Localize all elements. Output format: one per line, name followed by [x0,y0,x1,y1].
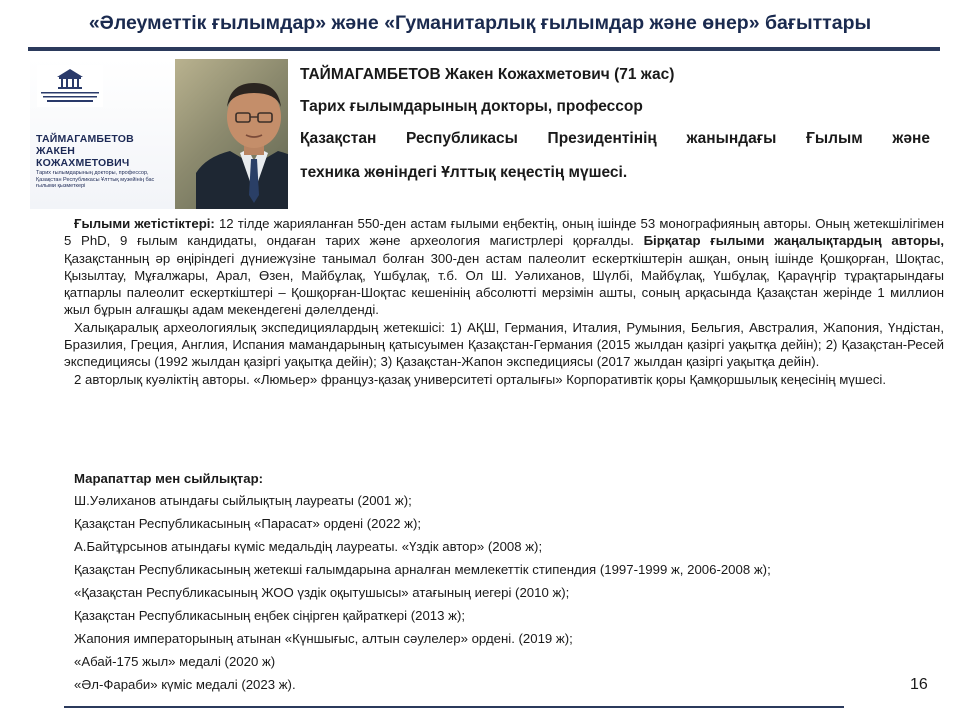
certificates-paragraph: 2 авторлық куәліктің авторы. «Люмьер» француз-қазақ университеті орталығы» Корпоративтік қоры Қамқоршылық кеңесінің мүшесі. [74,371,887,387]
award-item: «Қазақстан Республикасының ЖОО үздік оқытушысы» атағының иегері (2010 ж); [74,585,570,600]
award-item: «Абай-175 жыл» медалі (2020 ж) [74,654,276,669]
top-divider [28,47,940,51]
bio-text [64,215,944,388]
person-degree: Тарих ғылымдарының докторы, профессор [300,98,643,115]
award-item: Қазақстан Республикасының еңбек сіңірген қайраткері (2013 ж); [74,608,466,623]
person-photo [196,73,288,209]
person-name: ТАЙМАГАМБЕТОВ Жакен Кожахметович (71 жас) [300,66,675,83]
award-item: Жапония императорының атынан «Күншығыс, алтын сәулелер» ордені. (2019 ж); [74,631,573,646]
award-item: Қазақстан Республикасының «Парасат» ордені (2022 ж); [74,516,422,531]
awards-list [74,470,944,699]
awards-title: Марапаттар мен сыйлықтар: [74,471,264,486]
achievements-paragraph: Ғылыми жетістіктері: 12 тілде жарияланған 550-ден астам ғылыми еңбектің, оның ішінде 53 монографияның авторы. Оның жетекшілігімен 5 PhD, 9 ғылым кандидаты, ондаған тарих және археология магистрлері қорғалды. Бірқатар ғылыми жаңалықтардың авторы, Қазақстанның әр өңіріндегі дүниежүзіне танымал болған 300-ден астам палеолит ескерткіштерін ашқан, оның ішінде Қошқорған, Шоқтас, Қызылтау, Мұғалжары, Арал, Өзен, Майбұлақ, Үшбұлақ, т.б. Ол Ш. Уәлиханов, Шүлбі, Майбұлақ, Үшбұлақ, Қараүңгір тұрақтарындағы қатпарлы палеолит ескерткіштері – Қошқорған-Шоқтас кешенінің абсолютті мерзімін ашты, соның арқасында Қазақстан жерінде 1 миллион жыл бұрын алғашқы адам мекендегені дәлелденді. [64,216,945,318]
award-item: «Әл-Фараби» күміс медалі (2023 ж). [74,677,296,692]
portrait-card [30,59,288,209]
person-membership-line2: техника жөніндегі Ұлттық кеңестің мүшесі. [300,164,628,181]
award-item: Ш.Уәлиханов атындағы сыйлықтың лауреаты (2001 ж); [74,493,412,508]
expeditions-paragraph: Халықаралық археологиялық экспедициялардың жетекшісі: 1) АҚШ, Германия, Италия, Румыния, Бельгия, Австралия, Жапония, Үндістан, Бразилия, Греция, Англия, Испания мамандарының қатысуымен Қазақстан-Германия (2015 жылдан қазіргі уақытқа дейін); 2) Қазақстан-Ресей экспедициясы (1992 жылдан қазіргі уақытқа дейін); 3) Қазақстан-Жапон экспедициясы (2017 жылдан қазіргі уақытқа дейін). [64,319,944,370]
award-item: Қазақстан Республикасының жетекші ғалымдарына арналған мемлекеттік стипендия (1997-1999 ж, 2006-2008 ж); [74,562,771,577]
academy-logo [37,65,103,107]
caption-name: ТАЙМАГАМБЕТОВ ЖАКЕН КОЖАХМЕТОВИЧ [36,133,134,169]
slide-title: «Әлеуметтік ғылымдар» және «Гуманитарлық ғылымдар және өнер» бағыттары [88,12,872,34]
page-number: 16 [910,676,928,693]
person-membership-line1: Қазақстан Республикасы Президентінің жанындағы Ғылым және [300,130,930,147]
caption-subtitle: Тарих ғылымдарының докторы, профессор, Қазақстан Республикасы Ұлттық музейінің бас ғылыми қызметкері [36,170,155,189]
award-item: А.Байтұрсынов атындағы күміс медальдің лауреаты. «Үздік автор» (2008 ж); [74,539,543,554]
bottom-divider [64,706,844,708]
